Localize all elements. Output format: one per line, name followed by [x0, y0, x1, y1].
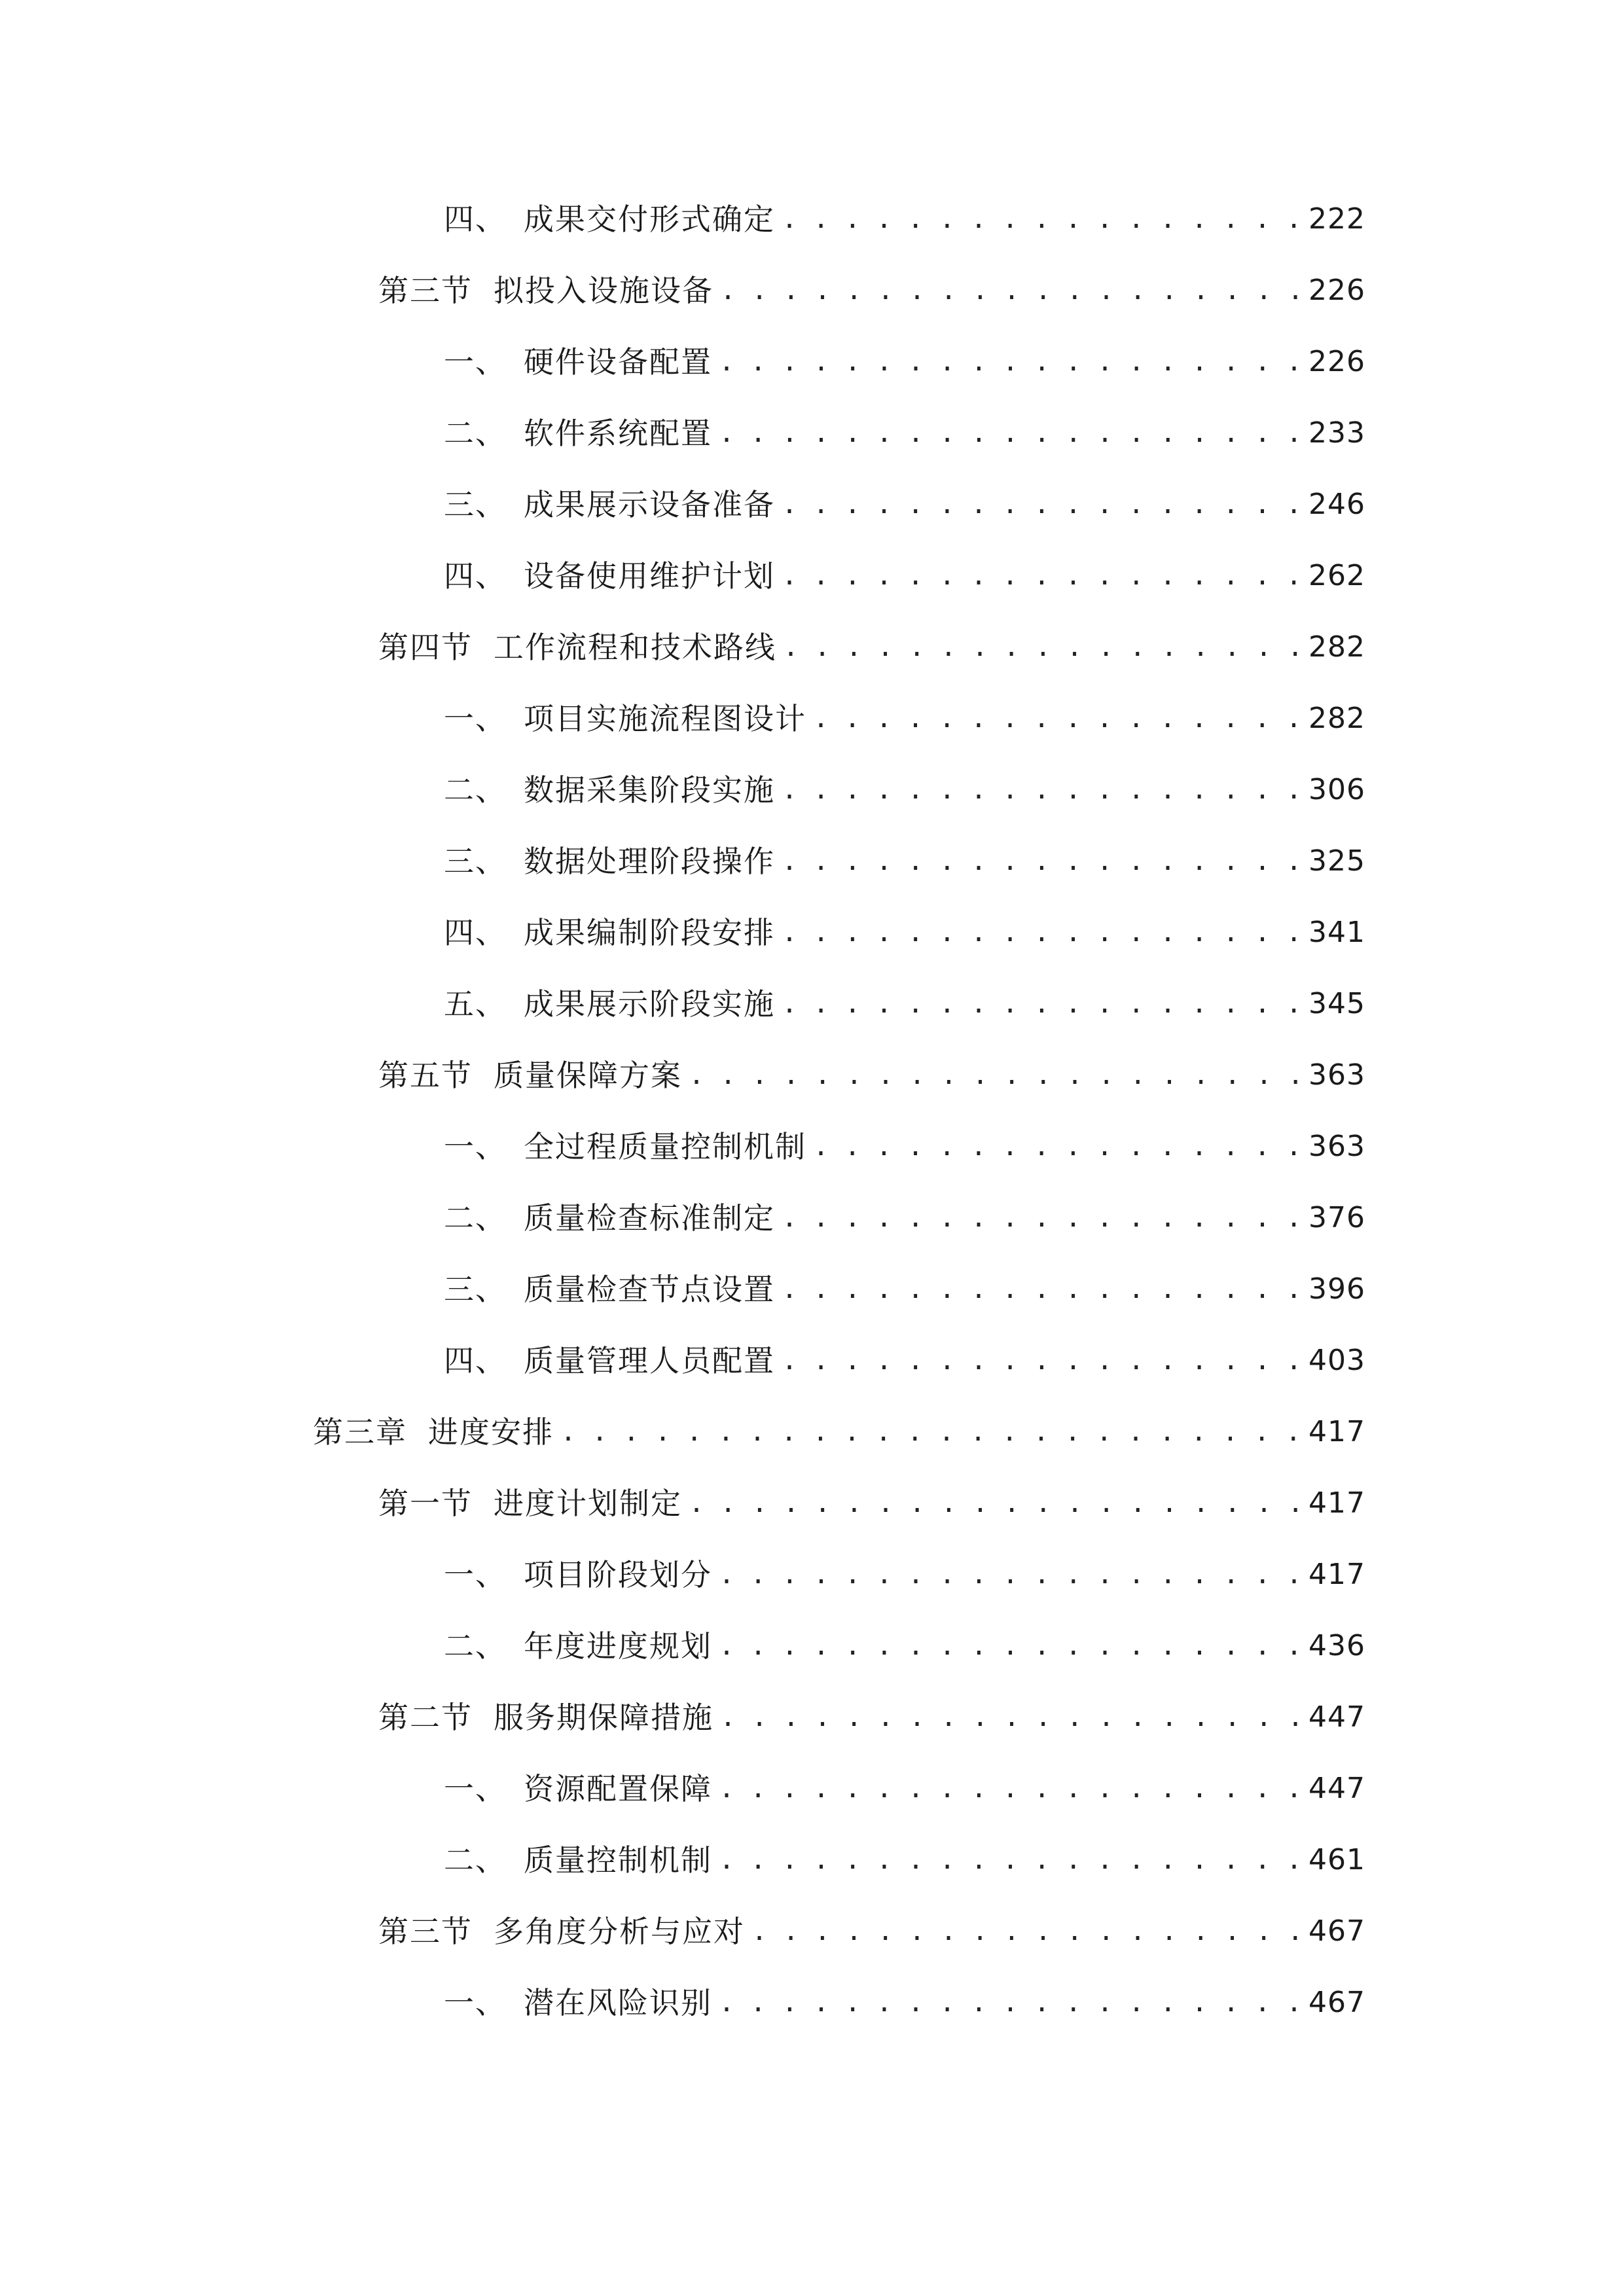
toc-entry-page-number: 403	[1308, 1344, 1365, 1377]
toc-entry-page-number: 262	[1308, 559, 1365, 592]
toc-entry-page-number: 417	[1308, 1486, 1365, 1520]
toc-entry[interactable]	[444, 478, 1365, 531]
toc-entry-number: 第一节	[378, 1486, 473, 1521]
toc-entry[interactable]	[444, 1549, 1365, 1601]
toc-dot-leader	[782, 764, 1301, 816]
toc-entry-page-number: 417	[1308, 1415, 1365, 1448]
toc-entry[interactable]	[444, 1263, 1365, 1316]
toc-entry[interactable]	[444, 906, 1365, 959]
toc-dot-leader	[719, 1977, 1301, 2029]
toc-entry[interactable]	[444, 1335, 1365, 1387]
toc-entry[interactable]	[444, 407, 1365, 459]
toc-entry[interactable]	[378, 621, 1365, 673]
toc-entry-number: 四、	[444, 1343, 507, 1378]
toc-dot-leader	[560, 1406, 1301, 1458]
toc-dot-leader	[782, 1335, 1301, 1387]
toc-entry-title: 工作流程和技术路线	[494, 630, 776, 665]
toc-entry-page-number: 222	[1308, 202, 1365, 236]
toc-dot-leader	[719, 407, 1301, 459]
toc-entry[interactable]	[378, 264, 1365, 317]
toc-entry[interactable]	[378, 1049, 1365, 1102]
toc-dot-leader	[751, 1905, 1301, 1958]
toc-entry-number: 二、	[444, 772, 507, 808]
toc-entry-title: 多角度分析与应对	[494, 1914, 745, 1949]
toc-entry-number: 第二节	[378, 1700, 473, 1735]
toc-entry-page-number: 447	[1308, 1772, 1365, 1805]
toc-entry-number: 一、	[444, 1129, 507, 1164]
toc-dot-leader	[719, 1549, 1301, 1601]
toc-entry-page-number: 282	[1308, 630, 1365, 664]
toc-entry-title: 成果编制阶段安排	[524, 915, 775, 950]
toc-entry-page-number: 282	[1308, 702, 1365, 735]
toc-dot-leader	[782, 835, 1301, 888]
toc-entry-page-number: 376	[1308, 1201, 1365, 1234]
toc-entry-number: 二、	[444, 1842, 507, 1878]
toc-entry-number: 三、	[444, 1272, 507, 1307]
toc-entry-number: 二、	[444, 1200, 507, 1236]
toc-entry-title: 成果交付形式确定	[524, 202, 775, 237]
toc-entry-number: 一、	[444, 1771, 507, 1806]
toc-entry-title: 年度进度规划	[524, 1628, 712, 1664]
toc-entry[interactable]	[444, 1977, 1365, 2029]
toc-entry-title: 质量检查节点设置	[524, 1272, 775, 1307]
toc-entry-number: 二、	[444, 416, 507, 451]
toc-dot-leader	[782, 906, 1301, 959]
toc-entry-number: 第五节	[378, 1058, 473, 1093]
toc-dot-leader	[719, 1834, 1301, 1886]
toc-dot-leader	[813, 692, 1301, 745]
toc-entry[interactable]	[444, 1121, 1365, 1173]
toc-dot-leader	[719, 1620, 1301, 1672]
toc-entry[interactable]	[444, 1192, 1365, 1244]
toc-entry-title: 项目阶段划分	[524, 1557, 712, 1592]
toc-entry-number: 四、	[444, 202, 507, 237]
toc-entry-title: 数据处理阶段操作	[524, 844, 775, 879]
toc-entry[interactable]	[444, 336, 1365, 388]
toc-dot-leader	[782, 478, 1301, 531]
toc-entry-title: 硬件设备配置	[524, 344, 712, 380]
toc-entry-number: 第三节	[378, 1914, 473, 1949]
toc-entry-page-number: 341	[1308, 916, 1365, 949]
toc-entry-title: 资源配置保障	[524, 1771, 712, 1806]
toc-entry[interactable]	[444, 193, 1365, 245]
toc-dot-leader	[782, 1192, 1301, 1244]
toc-entry-number: 一、	[444, 701, 507, 736]
toc-entry-page-number: 325	[1308, 844, 1365, 878]
toc-entry-page-number: 396	[1308, 1272, 1365, 1306]
toc-dot-leader	[689, 1477, 1301, 1530]
toc-entry-number: 四、	[444, 558, 507, 594]
toc-entry-page-number: 233	[1308, 416, 1365, 450]
toc-entry-number: 第三节	[378, 273, 473, 308]
toc-entry-number: 第四节	[378, 630, 473, 665]
toc-entry-number: 三、	[444, 487, 507, 522]
toc-dot-leader	[813, 1121, 1301, 1173]
toc-entry[interactable]	[378, 1691, 1365, 1744]
toc-entry-page-number: 436	[1308, 1629, 1365, 1662]
toc-entry-number: 五、	[444, 986, 507, 1022]
toc-entry[interactable]	[444, 764, 1365, 816]
toc-entry[interactable]	[444, 692, 1365, 745]
toc-entry-title: 质量控制机制	[524, 1842, 712, 1878]
toc-entry-title: 质量保障方案	[494, 1058, 682, 1093]
toc-dot-leader	[782, 1263, 1301, 1316]
toc-entry-title: 成果展示阶段实施	[524, 986, 775, 1022]
toc-entry[interactable]	[444, 1763, 1365, 1815]
toc-entry-page-number: 306	[1308, 773, 1365, 806]
toc-entry-page-number: 246	[1308, 488, 1365, 521]
toc-entry-page-number: 226	[1308, 274, 1365, 307]
toc-dot-leader	[782, 550, 1301, 602]
toc-entry-number: 一、	[444, 344, 507, 380]
toc-entry-title: 进度安排	[428, 1414, 554, 1450]
toc-entry-title: 数据采集阶段实施	[524, 772, 775, 808]
toc-entry-number: 一、	[444, 1557, 507, 1592]
toc-entry-number: 二、	[444, 1628, 507, 1664]
toc-entry[interactable]	[313, 1406, 1365, 1458]
toc-dot-leader	[719, 1763, 1301, 1815]
toc-entry-page-number: 363	[1308, 1130, 1365, 1163]
toc-entry[interactable]	[444, 550, 1365, 602]
toc-entry-number: 第三章	[313, 1414, 407, 1450]
toc-entry-page-number: 467	[1308, 1986, 1365, 2019]
toc-entry-page-number: 345	[1308, 987, 1365, 1020]
toc-dot-leader	[689, 1049, 1301, 1102]
toc-entry[interactable]	[444, 1620, 1365, 1672]
toc-entry[interactable]	[444, 1834, 1365, 1886]
toc-dot-leader	[720, 264, 1301, 317]
toc-entry-page-number: 417	[1308, 1558, 1365, 1591]
toc-dot-leader	[782, 978, 1301, 1030]
toc-entry-title: 成果展示设备准备	[524, 487, 775, 522]
toc-entry-page-number: 467	[1308, 1914, 1365, 1948]
toc-entry[interactable]	[444, 835, 1365, 888]
toc-entry[interactable]	[444, 978, 1365, 1030]
toc-entry-page-number: 226	[1308, 345, 1365, 378]
toc-entry-title: 拟投入设施设备	[494, 273, 713, 308]
toc-entry-number: 三、	[444, 844, 507, 879]
toc-entry-title: 潜在风险识别	[524, 1985, 712, 2020]
toc-entry-page-number: 461	[1308, 1843, 1365, 1876]
toc-entry[interactable]	[378, 1477, 1365, 1530]
toc-entry-page-number: 447	[1308, 1700, 1365, 1734]
toc-entry-title: 软件系统配置	[524, 416, 712, 451]
toc-dot-leader	[719, 336, 1301, 388]
toc-entry-title: 质量管理人员配置	[524, 1343, 775, 1378]
toc-dot-leader	[783, 621, 1301, 673]
toc-entry-title: 质量检查标准制定	[524, 1200, 775, 1236]
toc-entry-page-number: 363	[1308, 1058, 1365, 1092]
toc-entry-title: 设备使用维护计划	[524, 558, 775, 594]
toc-entry[interactable]	[378, 1905, 1365, 1958]
toc-entry-title: 服务期保障措施	[494, 1700, 713, 1735]
toc-entry-number: 四、	[444, 915, 507, 950]
toc-entry-title: 项目实施流程图设计	[524, 701, 806, 736]
toc-dot-leader	[720, 1691, 1301, 1744]
toc-entry-title: 进度计划制定	[494, 1486, 682, 1521]
toc-entry-number: 一、	[444, 1985, 507, 2020]
toc-entry-title: 全过程质量控制机制	[524, 1129, 806, 1164]
toc-dot-leader	[782, 193, 1301, 245]
